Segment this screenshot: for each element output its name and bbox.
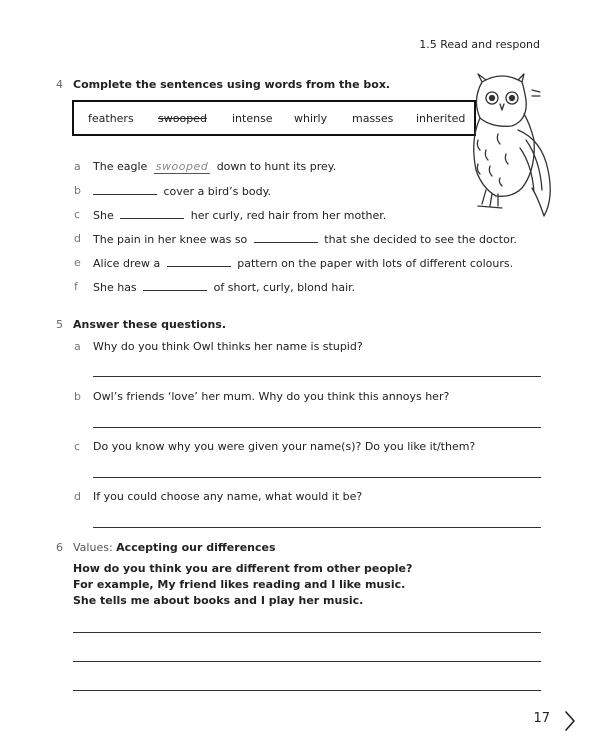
- word-intense: intense: [232, 112, 273, 125]
- answer-line[interactable]: [93, 427, 541, 428]
- q6-line-3: She tells me about books and I play her music.: [73, 594, 364, 607]
- q5-item-a: a Why do you think Owl thinks her name is stupid?: [74, 340, 363, 353]
- question-6-title: Accepting our differences: [116, 541, 276, 554]
- word-feathers: feathers: [88, 112, 134, 125]
- question-6-number: 6: [56, 541, 63, 554]
- q4-item-a: a The eagle swooped down to hunt its prey.: [74, 160, 337, 173]
- question-5-number: 5: [56, 318, 63, 331]
- answer-line[interactable]: [93, 477, 541, 478]
- page-number: 17: [533, 711, 550, 726]
- q4-item-d: d The pain in her knee was so that she decided to see the doctor.: [74, 232, 517, 246]
- question-5-title: Answer these questions.: [73, 318, 227, 331]
- q4-item-f: f She has of short, curly, blond hair.: [74, 280, 356, 294]
- word-swooped-crossed: swooped: [158, 112, 207, 125]
- answer-line[interactable]: [73, 661, 541, 662]
- handwritten-answer: swooped: [155, 160, 209, 173]
- q4-item-c: c She her curly, red hair from her mother.: [74, 208, 387, 222]
- answer-line[interactable]: [73, 690, 541, 691]
- q6-line-1: How do you think you are different from other people?: [73, 562, 413, 575]
- q6-line-2: For example, My friend likes reading and I like music.: [73, 578, 406, 591]
- section-header: 1.5 Read and respond: [419, 38, 540, 51]
- word-whirly: whirly: [294, 112, 328, 125]
- answer-line[interactable]: [93, 527, 541, 528]
- word-box: [72, 100, 476, 136]
- answer-blank[interactable]: [143, 280, 207, 291]
- answer-blank[interactable]: [93, 184, 157, 195]
- answer-blank[interactable]: [254, 232, 318, 243]
- word-masses: masses: [352, 112, 394, 125]
- answer-line[interactable]: [73, 632, 541, 633]
- owl-illustration: [462, 70, 562, 225]
- word-inherited: inherited: [416, 112, 466, 125]
- q4-item-b: b cover a bird’s body.: [74, 184, 272, 198]
- question-4-title: Complete the sentences using words from the box.: [73, 78, 391, 91]
- q5-item-c: c Do you know why you were given your name(s)? Do you like it/them?: [74, 440, 476, 453]
- answer-blank[interactable]: [120, 208, 184, 219]
- q4-item-e: e Alice drew a pattern on the paper with lots of different colours.: [74, 256, 514, 270]
- q5-item-d: d If you could choose any name, what would it be?: [74, 490, 363, 503]
- answer-line[interactable]: [93, 376, 541, 377]
- question-4-number: 4: [56, 78, 63, 91]
- chevron-right-icon[interactable]: [564, 710, 576, 732]
- answer-blank[interactable]: [167, 256, 231, 267]
- question-6-heading: [73, 541, 276, 554]
- q5-item-b: b Owl’s friends ‘love’ her mum. Why do you think this annoys her?: [74, 390, 450, 403]
- values-label: Values:: [73, 541, 113, 554]
